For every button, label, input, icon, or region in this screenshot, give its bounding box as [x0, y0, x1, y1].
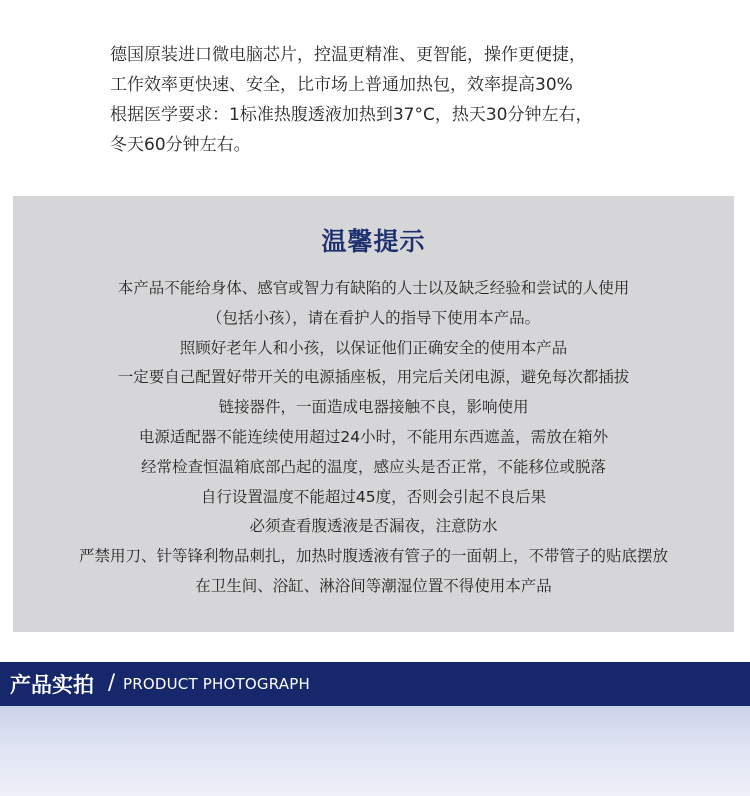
tip-item: 在卫生间、浴缸、淋浴间等潮湿位置不得使用本产品: [195, 576, 552, 595]
tip-item: 严禁用刀、针等锋利物品刺扎，加热时腹透液有管子的一面朝上，不带管子的贴底摆放: [78, 547, 668, 566]
intro-line: 冬天60分钟左右。: [110, 135, 251, 155]
section-title: 产品实拍: [10, 673, 94, 697]
intro-text: [110, 40, 730, 160]
tip-item: 照顾好老年人和小孩，以保证他们正确安全的使用本产品: [179, 338, 568, 357]
tip-item: 本产品不能给身体、感官或智力有缺陷的人士以及缺乏经验和尝试的人使用: [117, 279, 630, 297]
tip-item: （包括小孩），请在看护人的指导下使用本产品。: [206, 308, 541, 327]
product-photo-area: [0, 706, 750, 796]
section-header-product-photo: [0, 662, 750, 706]
tip-item: 一定要自己配置好带开关的电源插座板，用完后关闭电源，避免每次都插拔: [117, 368, 630, 387]
section-divider-slash: /: [108, 670, 116, 694]
intro-line: 德国原装进口微电脑芯片，控温更精准、更智能，操作更便捷，: [110, 45, 586, 65]
intro-line: 工作效率更快速、安全，比市场上普通加热包，效率提高30%: [110, 75, 573, 95]
tips-panel: [13, 196, 734, 632]
tip-item: 自行设置温度不能超过45度，否则会引起不良后果: [200, 487, 547, 506]
tips-title: 温馨提示: [321, 227, 426, 256]
tips-list: [13, 274, 734, 602]
tip-item: 电源适配器不能连续使用超过24小时，不能用东西遮盖，需放在箱外: [138, 427, 609, 446]
section-subtitle: PRODUCT PHOTOGRAPH: [123, 675, 310, 693]
tip-item: 经常检查恒温箱底部凸起的温度，感应头是否正常，不能移位或脱落: [140, 457, 606, 476]
tip-item: 必须查看腹透液是否漏夜，注意防水: [249, 517, 498, 536]
tip-item: 链接器件，一面造成电器接触不良，影响使用: [218, 398, 529, 417]
intro-line: 根据医学要求：1标准热腹透液加热到37°C，热天30分钟左右，: [110, 105, 593, 125]
